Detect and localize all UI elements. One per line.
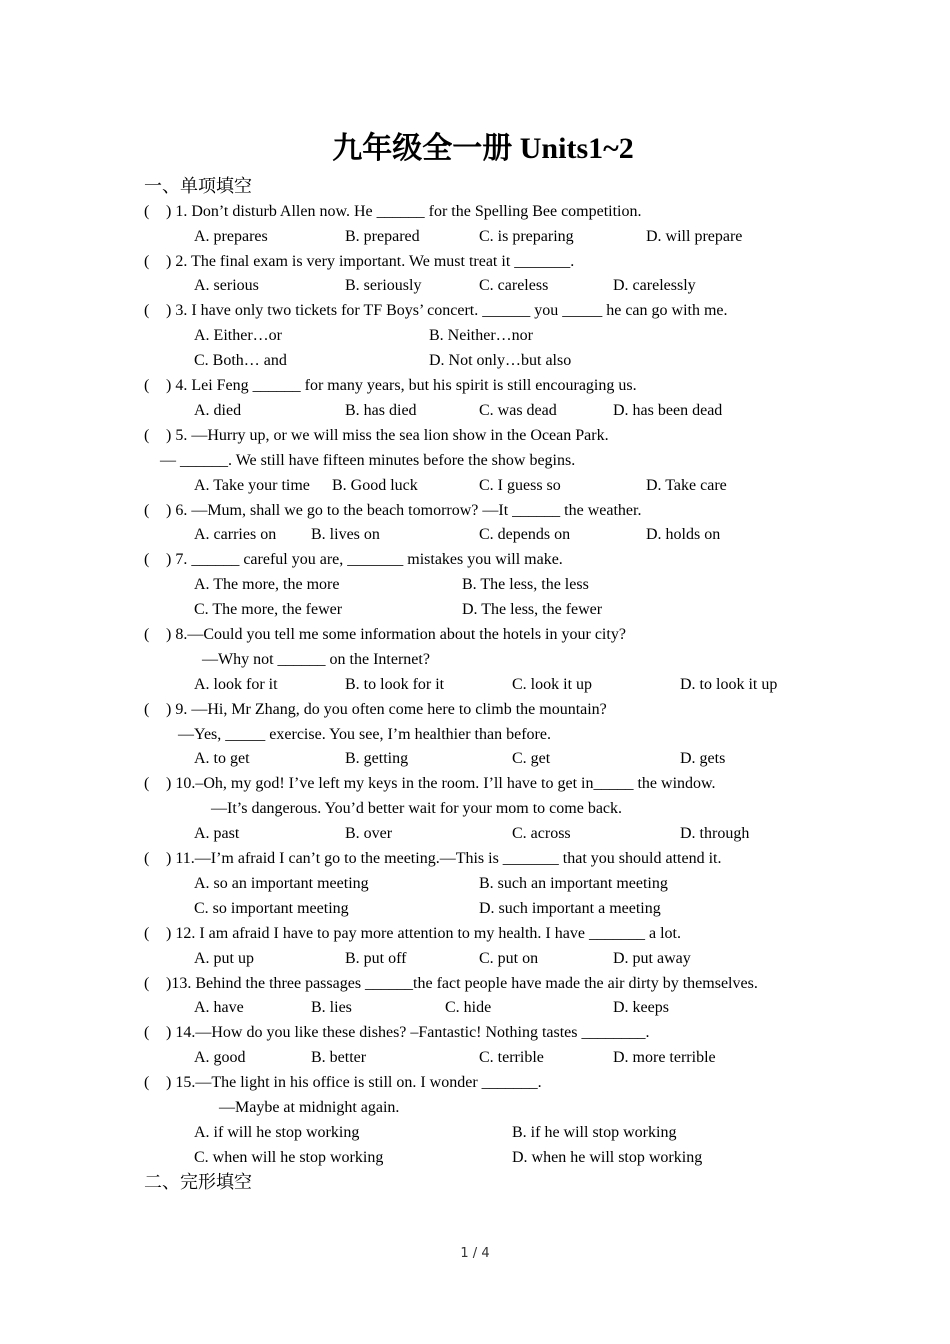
question-6: ) 6. —Mum, shall we go to the beach tomorrow? —It ______ the weather. <box>166 502 642 519</box>
q11-option-b: B. such an important meeting <box>479 875 668 892</box>
q6-option-c: C. depends on <box>479 526 571 543</box>
q15-option-b: B. if he will stop working <box>512 1124 677 1141</box>
q14-option-b: B. better <box>311 1049 367 1066</box>
question-11: ) 11.—I’m afraid I can’t go to the meeting.—This is _______ that you should attend it. <box>166 850 722 867</box>
q8-option-a: A. look for it <box>194 676 278 693</box>
answer-bracket: ( <box>144 502 150 519</box>
q11-option-d: D. such important a meeting <box>479 900 661 917</box>
q8-option-d: D. to look it up <box>680 676 778 693</box>
q15-option-c: C. when will he stop working <box>194 1149 384 1166</box>
q3-option-c: C. Both… and <box>194 352 287 369</box>
answer-bracket: ( <box>144 701 150 718</box>
question-8-reply: —Why not ______ on the Internet? <box>202 651 430 668</box>
q10-option-d: D. through <box>680 825 750 842</box>
question-10: ) 10.–Oh, my god! I’ve left my keys in the room. I’ll have to get in_____ the window. <box>166 775 716 792</box>
q10-option-a: A. past <box>194 825 240 842</box>
answer-bracket: ( <box>144 626 150 643</box>
answer-bracket: ( <box>144 975 150 992</box>
q10-option-c: C. across <box>512 825 571 842</box>
q10-option-b: B. over <box>345 825 393 842</box>
q13-option-a: A. have <box>194 999 244 1016</box>
q8-option-b: B. to look for it <box>345 676 445 693</box>
question-14: ) 14.—How do you like these dishes? –Fantastic! Nothing tastes ________. <box>166 1024 650 1041</box>
q4-option-d: D. has been dead <box>613 402 723 419</box>
answer-bracket: ( <box>144 302 150 319</box>
q7-option-c: C. The more, the fewer <box>194 601 343 618</box>
q9-option-a: A. to get <box>194 750 250 767</box>
answer-bracket: ( <box>144 377 150 394</box>
answer-bracket: ( <box>144 925 150 942</box>
q1-option-d: D. will prepare <box>646 228 743 245</box>
q4-option-c: C. was dead <box>479 402 557 419</box>
q3-option-d: D. Not only…but also <box>429 352 572 369</box>
question-15-reply: —Maybe at midnight again. <box>219 1099 400 1116</box>
q2-option-d: D. carelessly <box>613 277 696 294</box>
q14-option-c: C. terrible <box>479 1049 544 1066</box>
question-4: ) 4. Lei Feng ______ for many years, but his spirit is still encouraging us. <box>166 377 637 394</box>
q5-option-b: B. Good luck <box>332 477 418 494</box>
section-heading-2: 二、完形填空 <box>144 1172 252 1192</box>
q7-option-a: A. The more, the more <box>194 576 340 593</box>
q13-option-d: D. keeps <box>613 999 669 1016</box>
question-1: ) 1. Don’t disturb Allen now. He ______ for the Spelling Bee competition. <box>166 203 642 220</box>
question-8: ) 8.—Could you tell me some information about the hotels in your city? <box>166 626 626 643</box>
answer-bracket: ( <box>144 427 150 444</box>
answer-bracket: ( <box>144 203 150 220</box>
q1-option-a: A. prepares <box>194 228 268 245</box>
q6-option-d: D. holds on <box>646 526 721 543</box>
q5-option-c: C. I guess so <box>479 477 561 494</box>
question-5: ) 5. —Hurry up, or we will miss the sea lion show in the Ocean Park. <box>166 427 609 444</box>
q6-option-b: B. lives on <box>311 526 380 543</box>
q4-option-b: B. has died <box>345 402 417 419</box>
page-title: 九年级全一册 Units1~2 <box>332 132 634 165</box>
q12-option-b: B. put off <box>345 950 407 967</box>
page-number: 1 / 4 <box>460 1246 490 1261</box>
q6-option-a: A. carries on <box>194 526 277 543</box>
q5-option-a: A. Take your time <box>194 477 310 494</box>
q8-option-c: C. look it up <box>512 676 593 693</box>
question-10-reply: —It’s dangerous. You’d better wait for your mom to come back. <box>211 800 623 817</box>
question-9: ) 9. —Hi, Mr Zhang, do you often come here to climb the mountain? <box>166 701 607 718</box>
question-12: ) 12. I am afraid I have to pay more attention to my health. I have _______ a lot. <box>166 925 681 942</box>
q11-option-a: A. so an important meeting <box>194 875 369 892</box>
q2-option-b: B. seriously <box>345 277 422 294</box>
q2-option-a: A. serious <box>194 277 259 294</box>
q12-option-d: D. put away <box>613 950 691 967</box>
answer-bracket: ( <box>144 775 150 792</box>
q4-option-a: A. died <box>194 402 242 419</box>
q12-option-c: C. put on <box>479 950 539 967</box>
question-13: )13. Behind the three passages ______the fact people have made the air dirty by themselves. <box>166 975 758 992</box>
answer-bracket: ( <box>144 1074 150 1091</box>
q2-option-c: C. careless <box>479 277 549 294</box>
question-2: ) 2. The final exam is very important. We must treat it _______. <box>166 253 575 270</box>
q13-option-b: B. lies <box>311 999 352 1016</box>
q15-option-d: D. when he will stop working <box>512 1149 703 1166</box>
question-15: ) 15.—The light in his office is still on. I wonder _______. <box>166 1074 542 1091</box>
q1-option-c: C. is preparing <box>479 228 574 245</box>
question-9-reply: —Yes, _____ exercise. You see, I’m healthier than before. <box>178 726 551 743</box>
section-heading-1: 一、单项填空 <box>144 176 252 196</box>
q5-option-d: D. Take care <box>646 477 727 494</box>
q12-option-a: A. put up <box>194 950 254 967</box>
question-3: ) 3. I have only two tickets for TF Boys’ concert. ______ you _____ he can go with me. <box>166 302 728 319</box>
question-5-reply: — ______. We still have fifteen minutes before the show begins. <box>160 452 576 469</box>
answer-bracket: ( <box>144 253 150 270</box>
q14-option-d: D. more terrible <box>613 1049 716 1066</box>
q15-option-a: A. if will he stop working <box>194 1124 360 1141</box>
q9-option-d: D. gets <box>680 750 726 767</box>
q3-option-a: A. Either…or <box>194 327 282 344</box>
q14-option-a: A. good <box>194 1049 246 1066</box>
answer-bracket: ( <box>144 850 150 867</box>
q7-option-d: D. The less, the fewer <box>462 601 603 618</box>
answer-bracket: ( <box>144 551 150 568</box>
q9-option-b: B. getting <box>345 750 409 767</box>
q7-option-b: B. The less, the less <box>462 576 589 593</box>
q1-option-b: B. prepared <box>345 228 420 245</box>
q3-option-b: B. Neither…nor <box>429 327 533 344</box>
q13-option-c: C. hide <box>445 999 492 1016</box>
q9-option-c: C. get <box>512 750 551 767</box>
question-7: ) 7. ______ careful you are, _______ mistakes you will make. <box>166 551 563 568</box>
answer-bracket: ( <box>144 1024 150 1041</box>
q11-option-c: C. so important meeting <box>194 900 349 917</box>
